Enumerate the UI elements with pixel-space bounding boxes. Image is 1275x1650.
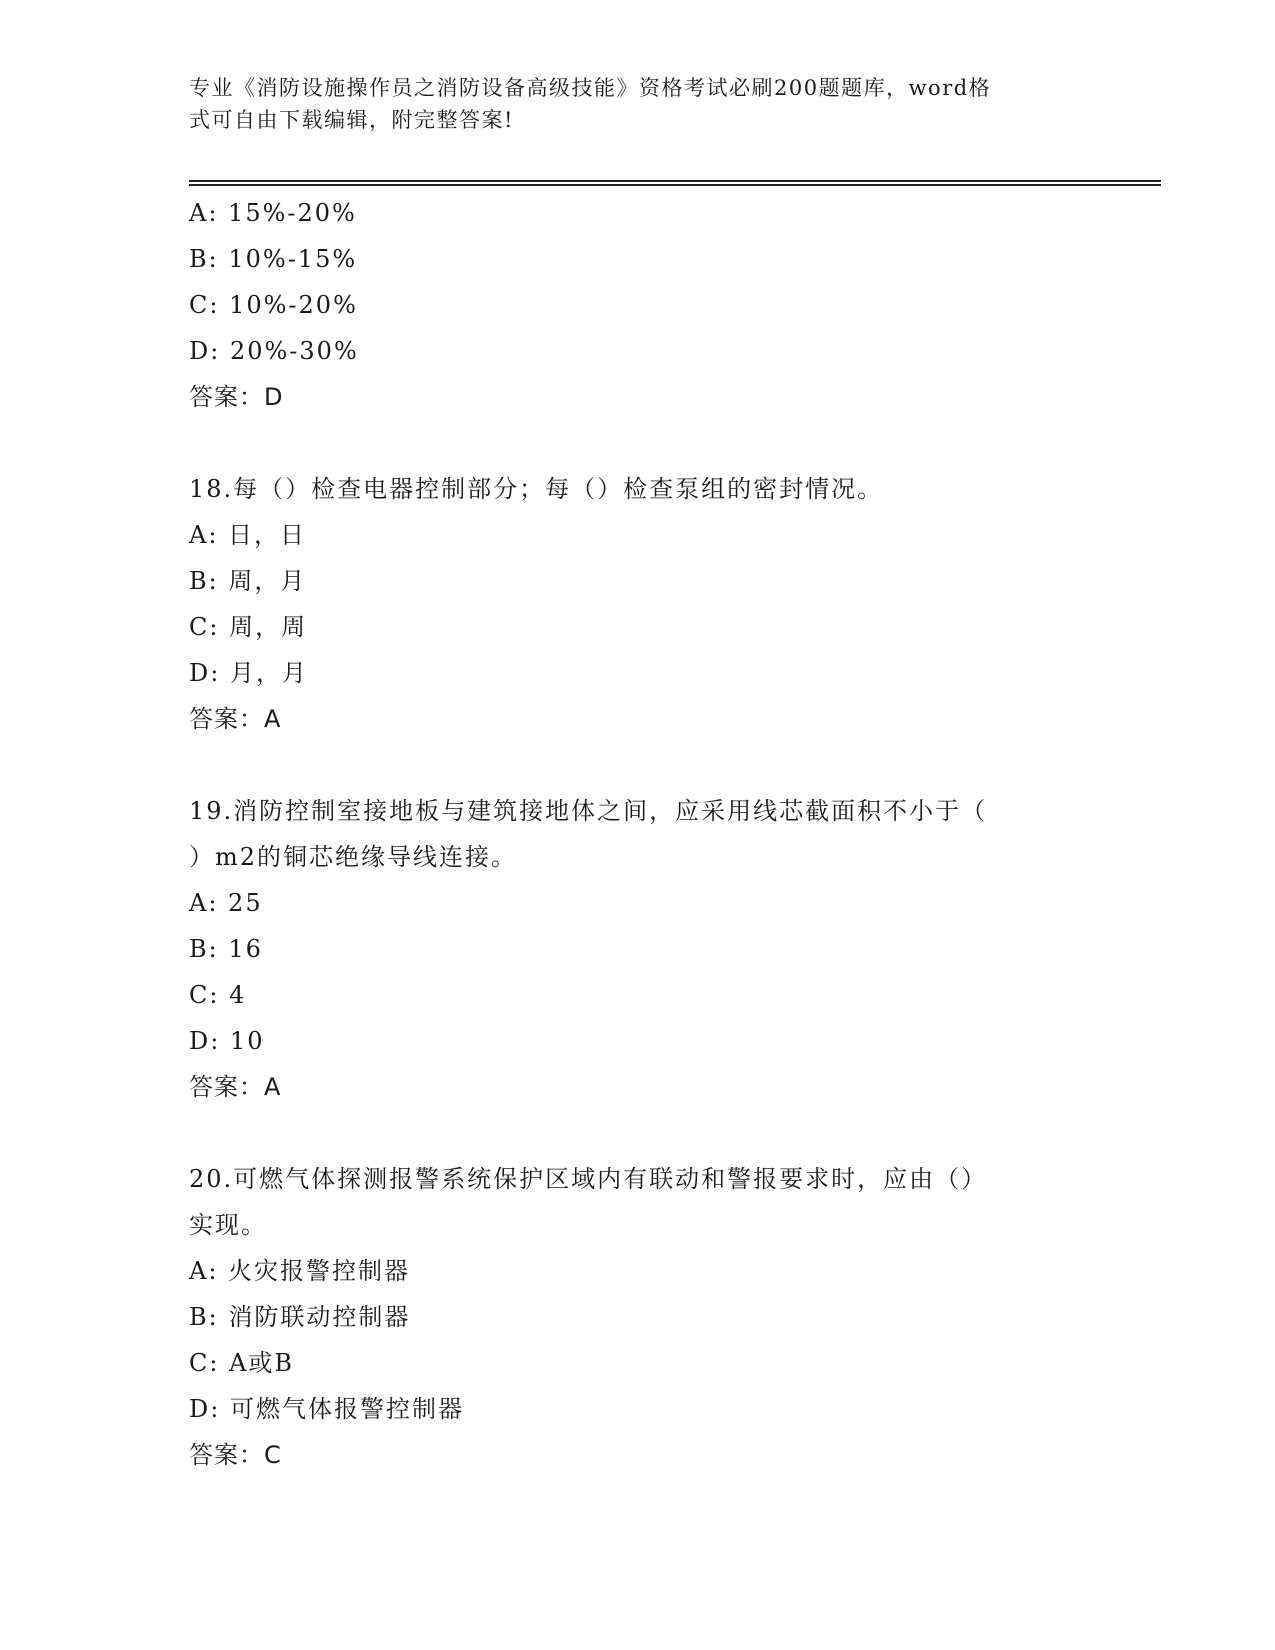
option-c: C: 4	[189, 981, 247, 1009]
option-b: B: 周，月	[189, 567, 307, 595]
question-18	[189, 466, 1089, 742]
option-a: A: 火灾报警控制器	[189, 1257, 411, 1285]
answer: 答案：D	[189, 383, 284, 411]
document-body	[189, 190, 1089, 1478]
answer: 答案：A	[189, 1073, 282, 1101]
option-d: D: 月，月	[189, 659, 308, 687]
option-b: B: 10%-15%	[189, 245, 358, 273]
answer: 答案：C	[189, 1441, 282, 1469]
option-d: D: 10	[189, 1027, 265, 1055]
option-b: B: 16	[189, 935, 263, 963]
question-stem-line-2: 实现。	[189, 1211, 267, 1239]
question-stem-line-1: 19.消防控制室接地板与建筑接地体之间，应采用线芯截面积不小于（	[189, 797, 988, 825]
header-divider	[189, 180, 1161, 186]
question-stem-line-2: ）m2的铜芯绝缘导线连接。	[189, 843, 518, 871]
option-d: D: 可燃气体报警控制器	[189, 1395, 464, 1423]
question-17	[189, 190, 1089, 420]
option-a: A: 25	[189, 889, 263, 917]
option-b: B: 消防联动控制器	[189, 1303, 411, 1331]
question-stem-line-1: 20.可燃气体探测报警系统保护区域内有联动和警报要求时，应由（）	[189, 1165, 988, 1193]
header-line-2: 式可自由下载编辑，附完整答案!	[189, 108, 514, 132]
option-c: C: A或B	[189, 1349, 295, 1377]
answer: 答案：A	[189, 705, 282, 733]
option-c: C: 10%-20%	[189, 291, 358, 319]
option-a: A: 日，日	[189, 521, 307, 549]
header-line-1: 专业《消防设施操作员之消防设备高级技能》资格考试必刷200题题库，word格	[189, 76, 992, 100]
option-a: A: 15%-20%	[189, 199, 357, 227]
option-c: C: 周，周	[189, 613, 308, 641]
question-19	[189, 788, 1089, 1110]
document-header	[189, 72, 1089, 136]
question-stem: 18.每（）检查电器控制部分；每（）检查泵组的密封情况。	[189, 475, 884, 503]
question-20	[189, 1156, 1089, 1478]
option-d: D: 20%-30%	[189, 337, 359, 365]
